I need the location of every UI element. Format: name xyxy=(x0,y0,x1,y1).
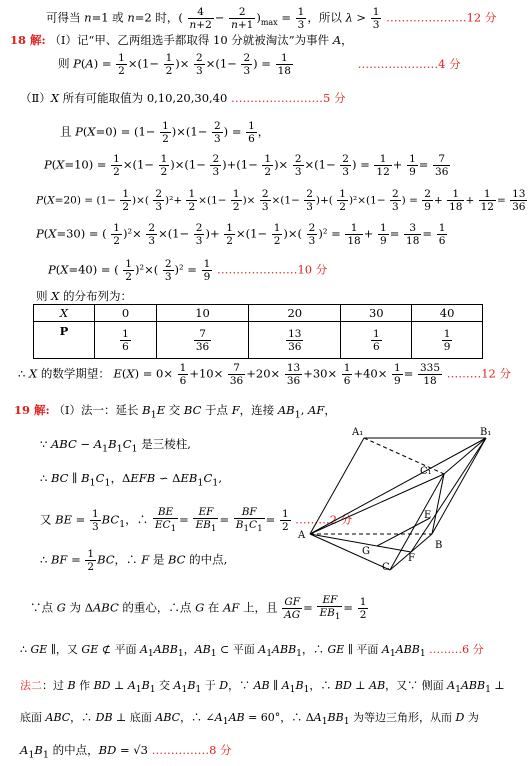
label-G: G xyxy=(362,546,370,557)
q18-p0: 且 P(X=0) = (1− $\frac{1}{2}$ )×(1− $\frac{2}{3}$ ) = $\frac{1}{6}$ ， xyxy=(60,120,270,145)
q19-step5: ∵点 G 为 ΔABC 的重心，∴点 G 在 AF 上，且 $\frac{GF}{AG}$ = $\frac{EF}{EB_1}$ = $\frac{1}{2}$ xyxy=(30,594,367,623)
prob-cell: $\frac{7}{36}$ xyxy=(156,322,248,359)
label-A: A xyxy=(298,530,306,541)
q19-step3: 又 BE = $\frac{1}{3}$ $BC_1$，∴ $\frac{BE}{EC_1}$ = $\frac{EF}{EB_1}$ = $\frac{BF}{B_1C_1}$ = $\frac{1}{2}$ ………2 分 xyxy=(40,506,353,535)
q19-method2-line3: $A_1B_1$ 的中点，BD = √3 ……………8 分 xyxy=(20,743,232,761)
q19-method2-line1: 法二：过 B 作 BD ⊥ $A_1B_1$ 交 $A_1B_1$ 于 D，∵ AB ∥ $A_1B_1$，∴ BD ⊥ AB，又∵ 侧面 $A_1ABB_1$ ⊥ xyxy=(20,679,505,696)
table-head-cell: 0 xyxy=(95,305,157,322)
score-mark: …………………4 分 xyxy=(357,56,461,71)
score-mark: ………6 分 xyxy=(429,643,484,656)
prob-cell: $\frac{1}{9}$ xyxy=(412,322,483,359)
table-head-cell: 10 xyxy=(156,305,248,322)
label-E: E xyxy=(424,510,432,521)
table-head-cell: 20 xyxy=(249,305,341,322)
score-mark: ………2 分 xyxy=(295,512,353,527)
label-B: B xyxy=(435,540,443,551)
table-caption: 则 X 的分布列为： xyxy=(36,289,132,303)
label-F: F xyxy=(408,553,415,564)
prob-cell: $\frac{13}{36}$ xyxy=(249,322,341,359)
q18-p40: P(X=40) = ( $\frac{1}{2}$ )²×( $\frac{2}{3}$ )² = $\frac{1}{9}$ …………………10 分 xyxy=(48,258,328,283)
label-C: C xyxy=(382,562,390,573)
score-mark: …………………12 分 xyxy=(386,10,497,25)
table-head-cell: X xyxy=(34,305,95,322)
table-row-label: P xyxy=(34,322,95,359)
score-mark: ……………8 分 xyxy=(151,743,232,757)
distribution-table xyxy=(33,304,483,359)
q19-method1: 19 解: （Ⅰ）法一：延长 $B_1E$ 交 BC 于点 F，连接 $AB_1$, AF， xyxy=(14,403,336,421)
q18-part1: 18 解: （Ⅰ）记“甲、乙两组选手都取得 10 分就被淘汰”为事件 A， xyxy=(10,33,353,47)
table-head-cell: 30 xyxy=(341,305,412,322)
q18-p20: P(X=20) = (1− $\frac{1}{2}$ )×( $\frac{2}{3}$ )²+ $\frac{1}{2}$ ×(1− $\frac{1}{2}$ )× $\frac{2}{3}$ ×(1− $\frac{2}{3}$ )+( $\frac{1}{2}$ )²×(1− $\frac{2}{3}$ ) = $\frac{2}{9}$ + $\frac{1}{18}$ + $\frac{1}{12}$ = $\frac{13}{36}$ xyxy=(36,188,526,213)
label-C1: C₁ xyxy=(420,466,432,477)
q18-part2: （Ⅱ）X 所有可能取值为 0,10,20,30,40 ……………………5 分 xyxy=(20,91,346,105)
prism-figure xyxy=(296,424,496,574)
score-mark: ……………………5 分 xyxy=(230,91,346,105)
method2-label: 法二 xyxy=(20,679,42,692)
q18-label: 18 解: xyxy=(10,33,46,47)
conclusion-line: 可得当 n=1 或 n=2 时，( $\frac{4}{n+2}$ − $\frac{2}{n+1}$ )$_{max}$ = $\frac{1}{3}$ ，所以 λ > $\frac{1}{3}$ …………………12 分 xyxy=(46,6,497,31)
table-head-cell: 40 xyxy=(412,305,483,322)
q19-step4: ∴ BF = $\frac{1}{2}$ BC，∴ F 是 BC 的中点, xyxy=(40,548,228,573)
q19-step2: ∴ BC ∥ $B_1C_1$，ΔEFB ∽ $\Delta EB_1C_1$, xyxy=(40,471,223,489)
q19-label: 19 解: xyxy=(14,403,50,417)
q18-p10: P(X=10) = $\frac{1}{2}$ ×(1− $\frac{1}{2}$ )×(1− $\frac{2}{3}$ )+(1− $\frac{1}{2}$ )× $\frac{2}{3}$ ×(1− $\frac{2}{3}$ ) = $\frac{1}{12}$ + $\frac{1}{9}$ = $\frac{7}{36}$ xyxy=(44,153,449,178)
label-B1: B₁ xyxy=(480,427,492,438)
q19-step1: ∵ ABC − $A_1B_1C_1$ 是三棱柱, xyxy=(40,437,191,455)
score-mark: …………………10 分 xyxy=(216,262,328,277)
prob-cell: $\frac{1}{6}$ xyxy=(95,322,157,359)
prob-cell: $\frac{1}{6}$ xyxy=(341,322,412,359)
q18-p30: P(X=30) = ( $\frac{1}{2}$ )²× $\frac{2}{3}$ ×(1− $\frac{2}{3}$ )+ $\frac{1}{2}$ ×(1− $\frac{1}{2}$ )×( $\frac{2}{3}$ )² = $\frac{1}{18}$ + $\frac{1}{9}$ = $\frac{3}{18}$ = $\frac{1}{6}$ xyxy=(36,222,446,247)
score-mark: ………12 分 xyxy=(446,366,511,381)
q19-step6: ∴ GE ∥，又 GE ⊄ 平面 $A_1ABB_1$，$AB_1$ ⊂ 平面 $A_1ABB_1$，∴ GE ∥ 平面 $A_1ABB_1$ ………6 分 xyxy=(20,643,484,660)
q19-method2-line2: 底面 ABC，∴ DB ⊥ 底面 ABC，∴ $\angle A_1AB = 60^\circ$，∴ $\Delta A_1BB_1$ 为等边三角形，从而 D 为 xyxy=(20,711,479,728)
label-A1: A₁ xyxy=(352,427,364,438)
expectation-line: ∴ X 的数学期望： E(X) = 0× $\frac{1}{6}$ +10× $\frac{7}{36}$ +20× $\frac{13}{36}$ +30× $\frac{1}{6}$ +40× $\frac{1}{9}$ = $\frac{335}{18}$ ………12 分 xyxy=(18,362,511,387)
q18-pA: 则 P(A) = $\frac{1}{2}$ ×(1− $\frac{1}{2}$ )× $\frac{2}{3}$ ×(1− $\frac{2}{3}$ ) = $\frac{1}{18}$ …………………4 分 xyxy=(58,52,461,77)
